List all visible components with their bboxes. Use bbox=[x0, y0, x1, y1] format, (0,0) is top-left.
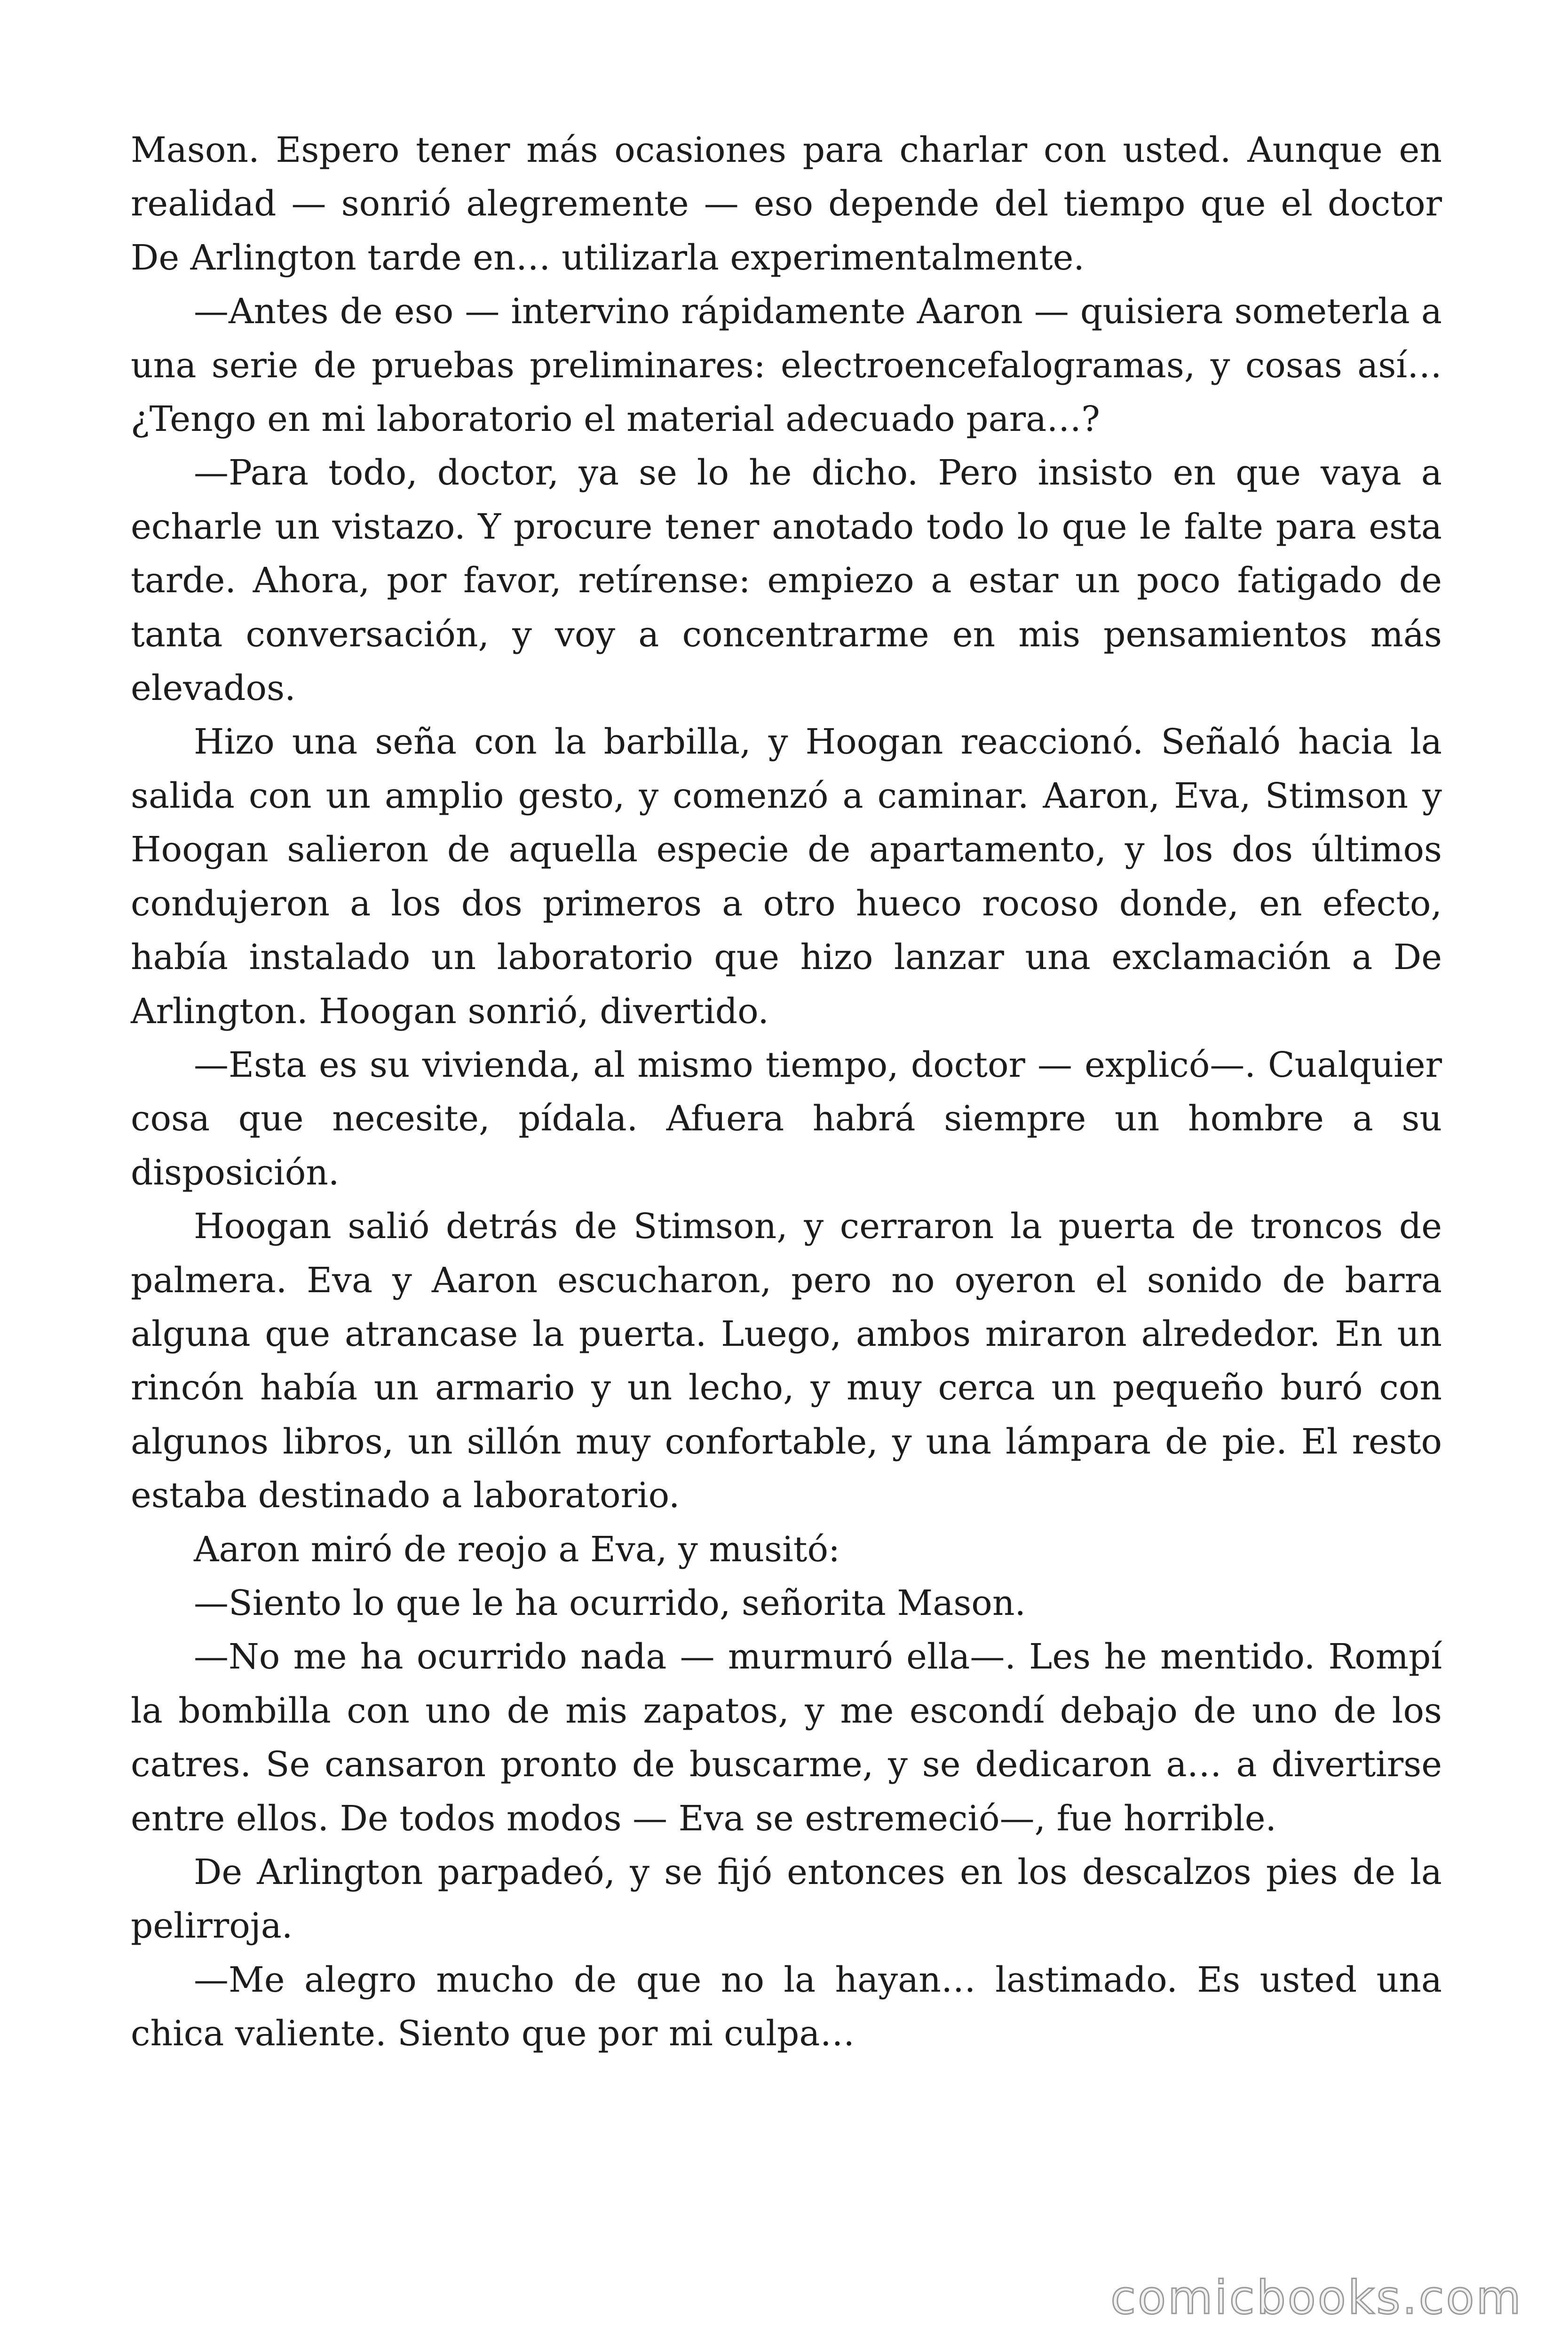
paragraph-5: —Esta es su vivienda, al mismo tiempo, doctor — explicó—. Cualquier cosa que necesite, pídala. Afuera habrá siempre un hombre a su disposición. bbox=[131, 1044, 1442, 1193]
paragraph-2: —Antes de eso — intervino rápidamente Aaron — quisiera someterla a una serie de pruebas preliminares: electroencefalogramas, y cosas así… ¿Tengo en mi laboratorio el material adecuado para…? bbox=[131, 291, 1442, 440]
paragraph-10: De Arlington parpadeó, y se fijó entonces en los descalzos pies de la pelirroja. bbox=[131, 1852, 1442, 1947]
paragraph-9: —No me ha ocurrido nada — murmuró ella—. Les he mentido. Rompí la bombilla con uno de mis zapatos, y me escondí debajo de uno de los catres. Se cansaron pronto de buscarme, y se dedicaron a… a divertirse entre ellos. De todos modos — Eva se estremeció—, fue horrible. bbox=[131, 1637, 1442, 1839]
paragraph-3: —Para todo, doctor, ya se lo he dicho. Pero insisto en que vaya a echarle un vistazo. Y procure tener anotado todo lo que le falte para esta tarde. Ahora, por favor, retírense: empiezo a estar un poco fatigado de tanta conversación, y voy a concentrarme en mis pensamientos más elevados. bbox=[131, 453, 1442, 709]
paragraph-8: —Siento lo que le ha ocurrido, señorita Mason. bbox=[194, 1582, 1026, 1623]
paragraph-7: Aaron miró de reojo a Eva, y musitó: bbox=[194, 1529, 840, 1570]
watermark: comicbooks.com bbox=[1110, 2271, 1523, 2325]
paragraph-1: Mason. Espero tener más ocasiones para charlar con usted. Aunque en realidad — sonrió alegremente — eso depende del tiempo que el doctor De Arlington tarde en… utilizarla experimentalmente. bbox=[131, 130, 1442, 278]
page-text bbox=[131, 123, 1442, 2061]
paragraph-11: —Me alegro mucho de que no la hayan… lastimado. Es usted una chica valiente. Siento que por mi culpa… bbox=[131, 1959, 1442, 2054]
paragraph-6: Hoogan salió detrás de Stimson, y cerraron la puerta de troncos de palmera. Eva y Aaron escucharon, pero no oyeron el sonido de barra alguna que atrancase la puerta. Luego, ambos miraron alrededor. En un rincón había un armario y un lecho, y muy cerca un pequeño buró con algunos libros, un sillón muy confortable, y una lámpara de pie. El resto estaba destinado a laboratorio. bbox=[131, 1206, 1442, 1516]
paragraph-4: Hizo una seña con la barbilla, y Hoogan reaccionó. Señaló hacia la salida con un amplio gesto, y comenzó a caminar. Aaron, Eva, Stimson y Hoogan salieron de aquella especie de apartamento, y los dos últimos condujeron a los dos primeros a otro hueco rocoso donde, en efecto, había instalado un laboratorio que hizo lanzar una exclamación a De Arlington. Hoogan sonrió, divertido. bbox=[131, 722, 1442, 1032]
